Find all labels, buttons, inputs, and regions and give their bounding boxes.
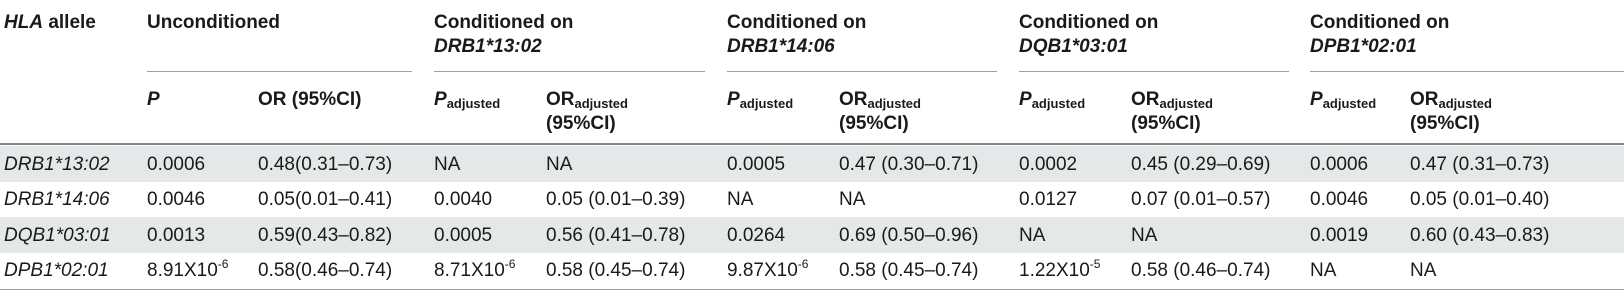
adjusted-subscript: adjusted <box>739 96 794 111</box>
group-underline <box>147 71 412 72</box>
table-cell <box>727 189 753 211</box>
allele-text: DRB1*13:02 <box>4 154 110 175</box>
p-column-header <box>727 89 793 111</box>
group-header-allele <box>1310 36 1417 58</box>
group-underline <box>727 71 997 72</box>
table-cell <box>546 260 685 282</box>
table-cell <box>839 154 978 176</box>
allele-text: DQB1*03:01 <box>4 225 111 246</box>
or-column-header <box>546 89 628 111</box>
table-cell <box>1310 260 1336 282</box>
table-cell <box>839 260 978 282</box>
group-header-allele <box>1019 36 1128 58</box>
cell-value: NA <box>1019 225 1046 246</box>
allele-header-italic: HLA <box>4 12 44 33</box>
group-title: Conditioned on <box>1310 12 1450 33</box>
or-adjusted-label: OR <box>839 89 868 110</box>
allele-header <box>4 12 96 34</box>
cell-value: 0.58 (0.45–0.74) <box>546 260 686 281</box>
group-header-title <box>434 12 573 34</box>
cell-value: 0.0006 <box>1310 154 1369 175</box>
p-adjusted-label: P <box>1019 89 1032 110</box>
table-cell <box>1131 154 1270 176</box>
adjusted-subscript: adjusted <box>1031 96 1086 111</box>
cell-value: 0.0005 <box>727 154 786 175</box>
ci-label: (95%CI) <box>839 113 909 134</box>
p-adjusted-label: P <box>727 89 740 110</box>
table-cell <box>546 154 572 176</box>
group-header-title <box>147 12 280 34</box>
or-label: OR (95%CI) <box>258 89 362 110</box>
cell-value: 0.45 (0.29–0.69) <box>1131 154 1271 175</box>
group-allele: DQB1*03:01 <box>1019 36 1128 57</box>
table-cell <box>1019 189 1077 211</box>
table-cell <box>1410 260 1436 282</box>
table-cell <box>727 154 785 176</box>
group-underline <box>434 71 705 72</box>
table-cell <box>258 260 392 282</box>
p-column-header <box>434 89 500 111</box>
cell-value: 0.58 (0.46–0.74) <box>1131 260 1271 281</box>
cell-value: 0.47 (0.30–0.71) <box>839 154 979 175</box>
cell-value: 0.0005 <box>434 225 493 246</box>
cell-exponent: -6 <box>504 257 516 271</box>
p-label: P <box>147 89 160 110</box>
p-adjusted-label: P <box>434 89 447 110</box>
adjusted-subscript: adjusted <box>1322 96 1377 111</box>
adjusted-subscript: adjusted <box>1159 96 1213 111</box>
adjusted-subscript: adjusted <box>867 96 921 111</box>
cell-value: 0.0046 <box>1310 189 1369 210</box>
or-ci-header <box>839 113 909 135</box>
cell-value: 0.0264 <box>727 225 786 246</box>
table-cell <box>147 225 205 247</box>
or-adjusted-label: OR <box>546 89 575 110</box>
ci-label: (95%CI) <box>1410 113 1480 134</box>
p-column-header <box>1310 89 1376 111</box>
table-cell <box>839 189 865 211</box>
cell-value: NA <box>727 189 754 210</box>
p-adjusted-label: P <box>1310 89 1323 110</box>
cell-value: 0.05 (0.01–0.39) <box>546 189 686 210</box>
group-allele: DRB1*13:02 <box>434 36 542 57</box>
cell-value: 0.58 (0.45–0.74) <box>839 260 979 281</box>
table-cell <box>1310 154 1368 176</box>
allele-name <box>4 225 111 247</box>
group-title: Conditioned on <box>434 12 574 33</box>
group-header-title <box>1019 12 1158 34</box>
table-cell <box>1410 154 1549 176</box>
cell-value: 0.0013 <box>147 225 206 246</box>
cell-value: 0.0046 <box>147 189 206 210</box>
cell-exponent: -5 <box>1089 257 1101 271</box>
table-cell <box>258 189 392 211</box>
table-cell <box>147 154 205 176</box>
cell-value: 8.91X10 <box>147 260 218 281</box>
or-ci-header <box>1410 113 1480 135</box>
cell-value: 1.22X10 <box>1019 260 1090 281</box>
table-cell <box>434 189 492 211</box>
table-cell <box>1410 225 1549 247</box>
group-title: Unconditioned <box>147 12 280 33</box>
ci-label: (95%CI) <box>1131 113 1201 134</box>
group-header-title <box>727 12 866 34</box>
cell-value: 0.0040 <box>434 189 493 210</box>
table-cell <box>1019 154 1077 176</box>
cell-value: NA <box>1310 260 1337 281</box>
group-underline <box>1019 71 1289 72</box>
group-allele: DPB1*02:01 <box>1310 36 1417 57</box>
or-ci-header <box>546 113 616 135</box>
or-column-header <box>1131 89 1213 111</box>
header-divider <box>0 143 1624 145</box>
table-cell <box>147 257 229 282</box>
table-bottom-rule <box>0 289 1624 290</box>
p-column-header <box>147 89 160 111</box>
cell-value: 0.48(0.31–0.73) <box>258 154 393 175</box>
or-column-header <box>839 89 921 111</box>
allele-name <box>4 154 110 176</box>
cell-exponent: -6 <box>797 257 809 271</box>
allele-text: DRB1*14:06 <box>4 189 110 210</box>
cell-value: 0.47 (0.31–0.73) <box>1410 154 1550 175</box>
table-cell <box>258 154 392 176</box>
cell-exponent: -6 <box>217 257 229 271</box>
adjusted-subscript: adjusted <box>446 96 501 111</box>
table-cell <box>434 154 460 176</box>
row-shading <box>0 146 1624 182</box>
cell-value: 9.87X10 <box>727 260 798 281</box>
group-header-title <box>1310 12 1449 34</box>
table-cell <box>1019 257 1101 282</box>
cell-value: 0.56 (0.41–0.78) <box>546 225 686 246</box>
table-cell <box>1131 189 1270 211</box>
group-title: Conditioned on <box>1019 12 1159 33</box>
table-cell <box>434 257 516 282</box>
adjusted-subscript: adjusted <box>1438 96 1492 111</box>
table-cell <box>1131 260 1270 282</box>
row-shading <box>0 217 1624 253</box>
cell-value: 0.0019 <box>1310 225 1369 246</box>
group-underline <box>1310 71 1624 72</box>
cell-value: NA <box>546 154 573 175</box>
group-header-allele <box>727 36 835 58</box>
table-cell <box>1310 225 1368 247</box>
allele-name <box>4 189 110 211</box>
or-adjusted-label: OR <box>1131 89 1160 110</box>
adjusted-subscript: adjusted <box>574 96 628 111</box>
table-cell <box>258 225 392 247</box>
group-allele: DRB1*14:06 <box>727 36 835 57</box>
allele-text: DPB1*02:01 <box>4 260 109 281</box>
table-cell <box>727 225 785 247</box>
cell-value: 0.60 (0.43–0.83) <box>1410 225 1550 246</box>
table-cell <box>839 225 978 247</box>
allele-name <box>4 260 109 282</box>
table-cell <box>546 225 685 247</box>
cell-value: NA <box>839 189 866 210</box>
group-header-allele <box>434 36 542 58</box>
table-cell <box>1410 189 1549 211</box>
or-ci-header <box>1131 113 1201 135</box>
cell-value: 0.59(0.43–0.82) <box>258 225 393 246</box>
table-cell <box>727 257 809 282</box>
cell-value: NA <box>1410 260 1437 281</box>
cell-value: 0.05(0.01–0.41) <box>258 189 393 210</box>
cell-value: 0.58(0.46–0.74) <box>258 260 393 281</box>
cell-value: 0.07 (0.01–0.57) <box>1131 189 1271 210</box>
p-column-header <box>1019 89 1085 111</box>
or-column-header <box>258 89 361 111</box>
table-cell <box>1310 189 1368 211</box>
cell-value: 8.71X10 <box>434 260 505 281</box>
cell-value: 0.0002 <box>1019 154 1078 175</box>
cell-value: 0.05 (0.01–0.40) <box>1410 189 1550 210</box>
table-cell <box>147 189 205 211</box>
table-cell <box>434 225 492 247</box>
table-cell <box>546 189 685 211</box>
or-adjusted-label: OR <box>1410 89 1439 110</box>
table-cell <box>1019 225 1045 247</box>
cell-value: NA <box>1131 225 1158 246</box>
cell-value: 0.0006 <box>147 154 206 175</box>
cell-value: 0.69 (0.50–0.96) <box>839 225 979 246</box>
ci-label: (95%CI) <box>546 113 616 134</box>
cell-value: 0.0127 <box>1019 189 1078 210</box>
cell-value: NA <box>434 154 461 175</box>
group-title: Conditioned on <box>727 12 867 33</box>
table-cell <box>1131 225 1157 247</box>
or-column-header <box>1410 89 1492 111</box>
allele-header-text: allele <box>43 12 96 33</box>
